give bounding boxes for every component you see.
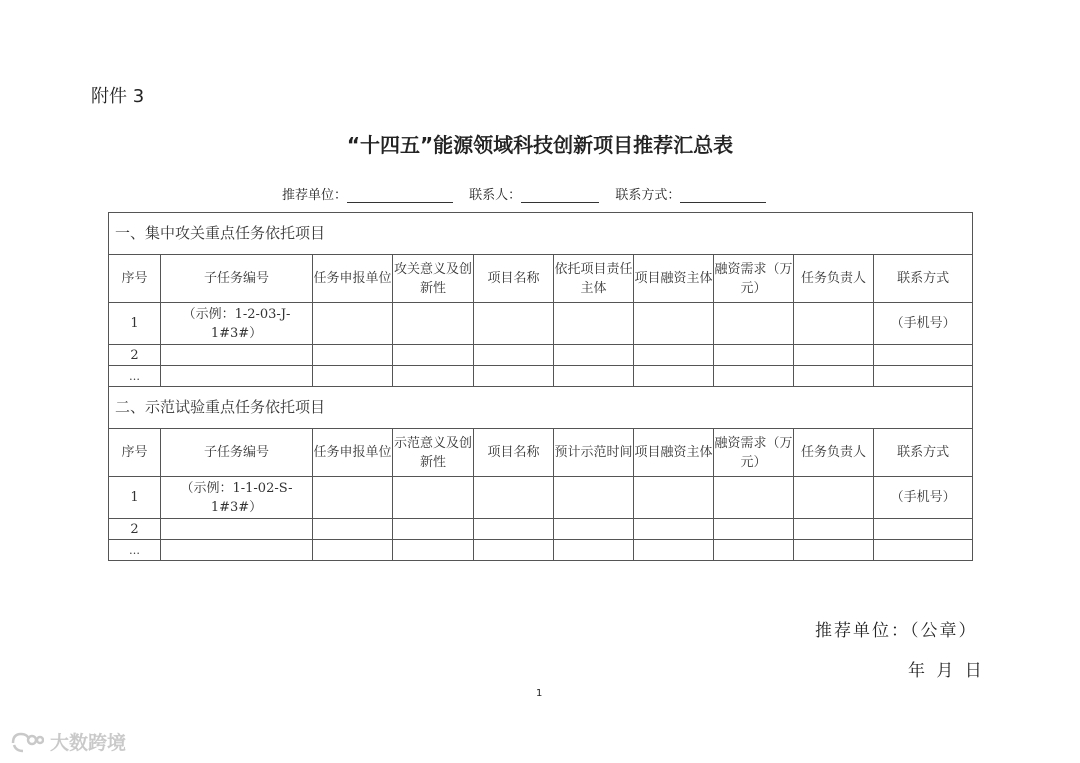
table-cell bbox=[161, 366, 313, 387]
table-cell: … bbox=[109, 540, 161, 561]
watermark-text: 大数跨境 bbox=[50, 732, 127, 754]
column-header: 项目融资主体 bbox=[634, 255, 714, 303]
table-cell bbox=[794, 477, 874, 519]
table-cell bbox=[794, 540, 874, 561]
section2 bbox=[109, 387, 973, 561]
column-header: 融资需求（万元） bbox=[714, 429, 794, 477]
column-header: 任务申报单位 bbox=[313, 255, 393, 303]
table-cell bbox=[714, 345, 794, 366]
table-cell bbox=[474, 345, 554, 366]
table-cell bbox=[634, 366, 714, 387]
table-cell bbox=[161, 519, 313, 540]
phone-label: 联系方式： bbox=[615, 188, 681, 203]
table-cell bbox=[313, 477, 393, 519]
column-header: 任务负责人 bbox=[794, 255, 874, 303]
column-header: 子任务编号 bbox=[161, 255, 313, 303]
table-cell bbox=[313, 366, 393, 387]
table-cell bbox=[554, 366, 634, 387]
table-cell: 2 bbox=[109, 345, 161, 366]
column-header: 项目融资主体 bbox=[634, 429, 714, 477]
table-cell bbox=[474, 477, 554, 519]
table-cell bbox=[714, 303, 794, 345]
table-cell bbox=[634, 540, 714, 561]
table-cell bbox=[161, 345, 313, 366]
table-row bbox=[109, 477, 973, 519]
section1-title: 一、集中攻关重点任务依托项目 bbox=[109, 213, 973, 255]
table-cell bbox=[554, 345, 634, 366]
phone-blank bbox=[680, 188, 766, 203]
table-cell: （手机号） bbox=[874, 477, 973, 519]
table-cell bbox=[393, 477, 474, 519]
table-cell: （示例：1-2-03-J-1#3#） bbox=[161, 303, 313, 345]
table-cell bbox=[554, 477, 634, 519]
table-cell bbox=[393, 303, 474, 345]
table-row bbox=[109, 345, 973, 366]
contact-label: 联系人： bbox=[469, 188, 522, 203]
table-cell bbox=[474, 540, 554, 561]
table-cell bbox=[313, 519, 393, 540]
page-title: “十四五”能源领域科技创新项目推荐汇总表 bbox=[346, 133, 734, 157]
unit-label: 推荐单位： bbox=[282, 188, 348, 203]
column-header: 联系方式 bbox=[874, 255, 973, 303]
column-header: 攻关意义及创新性 bbox=[393, 255, 474, 303]
table-cell: 1 bbox=[109, 303, 161, 345]
table-cell bbox=[874, 540, 973, 561]
recommender-info-line bbox=[282, 184, 778, 203]
table-cell bbox=[714, 540, 794, 561]
stamp-text: 推荐单位：（公章） bbox=[815, 621, 978, 641]
attachment-label: 附件 3 bbox=[91, 86, 145, 107]
table-cell bbox=[393, 345, 474, 366]
table-cell: … bbox=[109, 366, 161, 387]
table-cell bbox=[634, 477, 714, 519]
table-row bbox=[109, 303, 973, 345]
watermark bbox=[10, 728, 126, 755]
table-row bbox=[109, 519, 973, 540]
table-cell bbox=[313, 345, 393, 366]
table-cell: （示例：1-1-02-S-1#3#） bbox=[161, 477, 313, 519]
table-cell bbox=[474, 366, 554, 387]
column-header: 任务负责人 bbox=[794, 429, 874, 477]
summary-table bbox=[108, 212, 973, 561]
column-header: 预计示范时间 bbox=[554, 429, 634, 477]
column-header: 融资需求（万元） bbox=[714, 255, 794, 303]
table-row bbox=[109, 540, 973, 561]
column-header: 序号 bbox=[109, 255, 161, 303]
contact-blank bbox=[521, 188, 599, 203]
table-cell bbox=[794, 303, 874, 345]
table-cell bbox=[874, 345, 973, 366]
table-cell bbox=[474, 519, 554, 540]
column-header: 子任务编号 bbox=[161, 429, 313, 477]
column-header: 示范意义及创新性 bbox=[393, 429, 474, 477]
table-cell bbox=[714, 477, 794, 519]
unit-blank bbox=[347, 188, 453, 203]
table-cell bbox=[874, 519, 973, 540]
table-cell bbox=[634, 519, 714, 540]
table-cell: 2 bbox=[109, 519, 161, 540]
table-cell bbox=[634, 303, 714, 345]
column-header: 任务申报单位 bbox=[313, 429, 393, 477]
table-cell bbox=[393, 366, 474, 387]
page-number: 1 bbox=[536, 688, 543, 699]
section1 bbox=[109, 213, 973, 387]
table-cell bbox=[634, 345, 714, 366]
table-cell bbox=[161, 540, 313, 561]
table-cell bbox=[554, 303, 634, 345]
date-text: 年 月 日 bbox=[908, 661, 982, 681]
table-cell bbox=[794, 345, 874, 366]
table-cell bbox=[874, 366, 973, 387]
column-header: 项目名称 bbox=[474, 255, 554, 303]
table-cell bbox=[554, 540, 634, 561]
table-cell bbox=[313, 303, 393, 345]
table-cell bbox=[714, 366, 794, 387]
column-header: 依托项目责任主体 bbox=[554, 255, 634, 303]
table-cell bbox=[794, 519, 874, 540]
watermark-logo-icon bbox=[10, 731, 44, 753]
table-cell bbox=[393, 540, 474, 561]
table-cell bbox=[474, 303, 554, 345]
table-cell bbox=[794, 366, 874, 387]
column-header: 序号 bbox=[109, 429, 161, 477]
table-cell bbox=[393, 519, 474, 540]
section2-header-row bbox=[109, 429, 973, 477]
table-cell: （手机号） bbox=[874, 303, 973, 345]
column-header: 联系方式 bbox=[874, 429, 973, 477]
table-row bbox=[109, 366, 973, 387]
table-cell: 1 bbox=[109, 477, 161, 519]
column-header: 项目名称 bbox=[474, 429, 554, 477]
table-cell bbox=[313, 540, 393, 561]
table-cell bbox=[714, 519, 794, 540]
section1-header-row bbox=[109, 255, 973, 303]
section2-title: 二、示范试验重点任务依托项目 bbox=[109, 387, 973, 429]
table-cell bbox=[554, 519, 634, 540]
